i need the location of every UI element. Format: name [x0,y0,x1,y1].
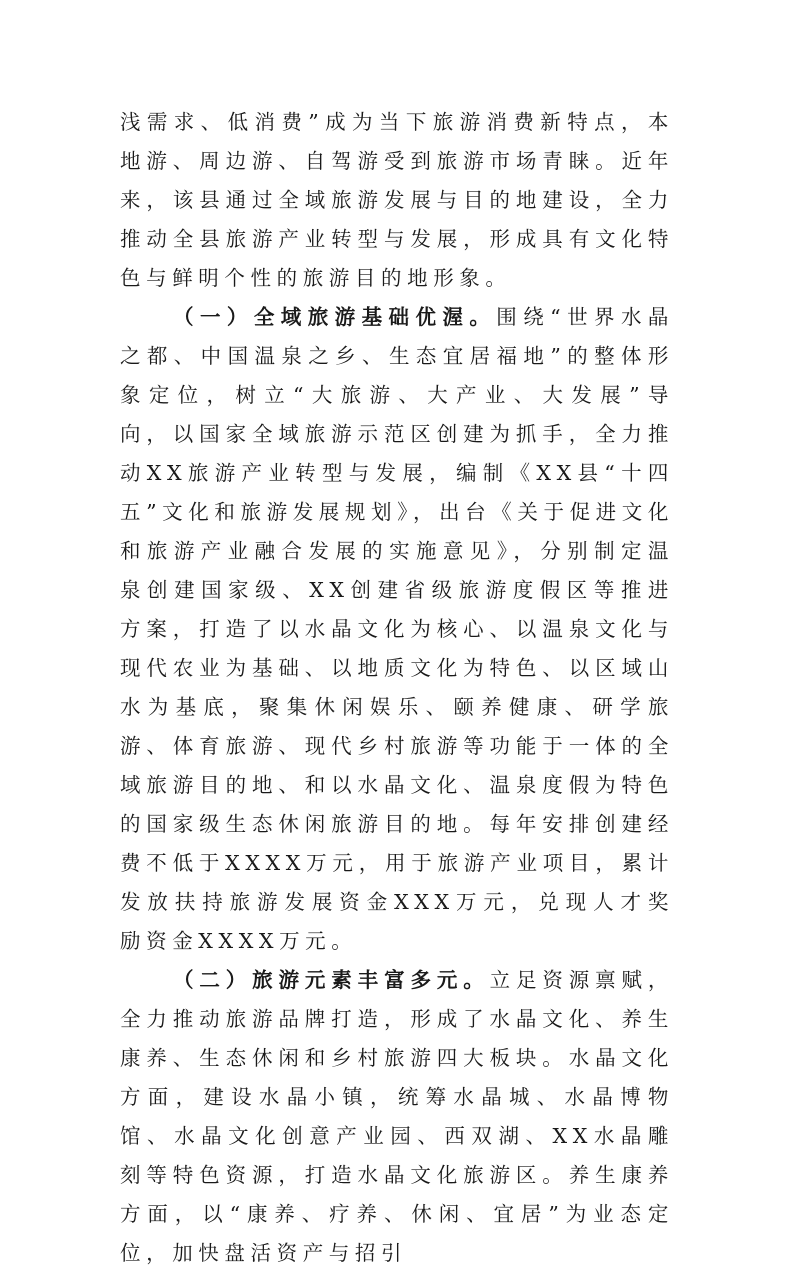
paragraph-text: 立足资源禀赋，全力推动旅游品牌打造，形成了水晶文化、养生康养、生态休闲和乡村旅游四大板块。水晶文化方面，建设水晶小镇，统筹水晶城、水晶博物馆、水晶文化创意产业园、西双湖、XX水晶雕刻等特色资源，打造水晶文化旅游区。养生康养方面，以“康养、疗养、休闲、宜居”为业态定位，加快盘活资产与招引 [120,968,675,1265]
section-heading-2: （二）旅游元素丰富多元。 [173,968,490,992]
paragraph-section-2 [120,961,674,1273]
paragraph-text: 围绕“世界水晶之都、中国温泉之乡、生态宜居福地”的整体形象定位，树立“大旅游、大产业、大发展”导向，以国家全域旅游示范区创建为抓手，全力推动XX旅游产业转型与发展，编制《XX县“十四五”文化和旅游发展规划》，出台《关于促进文化和旅游产业融合发展的实施意见》，分别制定温泉创建国家级、XX创建省级旅游度假区等推进方案，打造了以水晶文化为核心、以温泉文化与现代农业为基础、以地质文化为特色、以区域山水为基底，聚集休闲娱乐、颐养健康、研学旅游、体育旅游、现代乡村旅游等功能于一体的全域旅游目的地、和以水晶文化、温泉度假为特色的国家级生态休闲旅游目的地。每年安排创建经费不低于XXXX万元，用于旅游产业项目，累计发放扶持旅游发展资金XXX万元，兑现人才奖励资金XXXX万元。 [120,305,674,953]
paragraph-section-1 [120,298,674,961]
paragraph-text: 浅需求、低消费”成为当下旅游消费新特点，本地游、周边游、自驾游受到旅游市场青睐。近年来，该县通过全域旅游发展与目的地建设，全力推动全县旅游产业转型与发展，形成具有文化特色与鲜明个性的旅游目的地形象。 [120,110,674,290]
section-heading-1: （一）全域旅游基础优渥。 [173,305,497,329]
document-page [120,103,674,1273]
paragraph-intro-continuation [120,103,674,298]
